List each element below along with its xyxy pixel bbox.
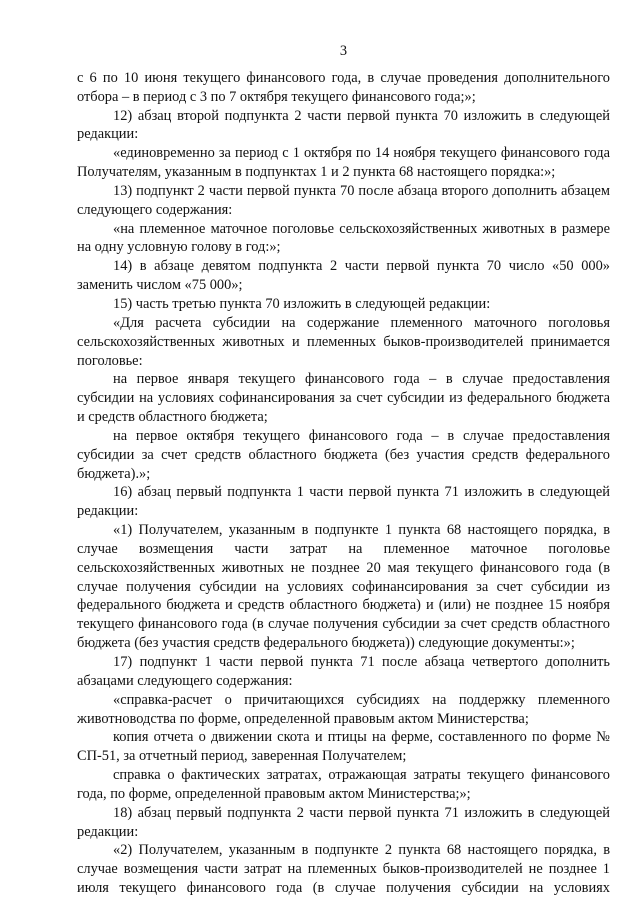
paragraph: копия отчета о движении скота и птицы на ферме, составленного по форме № СП-51, за отчетный период, заверенная Получателем; (77, 729, 610, 765)
paragraph: на первое января текущего финансового года – в случае предоставления субсидии на условиях софинансирования за счет субсидии из федерального бюджета и средств областного бюджета; (77, 371, 610, 426)
paragraph: «1) Получателем, указанным в подпункте 1 пункта 68 настоящего порядка, в случае возмещения части затрат на племенное маточное поголовье сельскохозяйственных животных не позднее 20 мая текущего финансового года (в случае получения субсидии на условиях софинансирования за счет субсидии из федерального бюджета и средств областного бюджета) и (или) не позднее 15 ноября текущего финансового года (в случае получения субсидии за счет средств областного бюджета (без участия средств федерального бюджета)) следующие документы:»; (77, 522, 610, 652)
paragraph: 14) в абзаце девятом подпункта 2 части первой пункта 70 число «50 000» заменить числом «75 000»; (77, 258, 610, 294)
paragraph: «единовременно за период с 1 октября по 14 ноября текущего финансового года Получателям, указанным в подпунктах 1 и 2 пункта 68 настоящего порядка:»; (77, 145, 610, 181)
paragraph: «на племенное маточное поголовье сельскохозяйственных животных в размере на одну условную голову в год:»; (77, 220, 610, 256)
paragraph: «Для расчета субсидии на содержание племенного маточного поголовья сельскохозяйственных животных и племенных быков-производителей принимается поголовье: (77, 314, 610, 369)
paragraph: «2) Получателем, указанным в подпункте 2 пункта 68 настоящего порядка, в случае возмещения части затрат на племенных быков-производителей не позднее 1 июля текущего финансового года (в случае получения субсидии на условиях (77, 842, 610, 897)
paragraph: 17) подпункт 1 части первой пункта 71 после абзаца четвертого дополнить абзацами следующего содержания: (77, 654, 610, 689)
paragraph: 13) подпункт 2 части первой пункта 70 после абзаца второго дополнить абзацем следующего содержания: (77, 182, 610, 218)
page-number: 3 (339, 43, 348, 59)
paragraph: на первое октября текущего финансового года – в случае предоставления субсидии за счет средств областного бюджета (без участия средств федерального бюджета).»; (77, 427, 610, 482)
paragraph: справка о фактических затратах, отражающая затраты текущего финансового года, по форме, определенной правовым актом Министерства;»; (77, 767, 610, 802)
paragraph: с 6 по 10 июня текущего финансового года, в случае проведения дополнительного отбора – в период с 3 по 7 октября текущего финансового года;»; (77, 69, 610, 105)
paragraph: 15) часть третью пункта 70 изложить в следующей редакции: (113, 295, 491, 312)
paragraph: «справка-расчет о причитающихся субсидиях на поддержку племенного животноводства по форме, определенной правовым актом Министерства; (77, 691, 610, 727)
paragraph: 12) абзац второй подпункта 2 части первой пункта 70 изложить в следующей редакции: (77, 107, 610, 143)
paragraph: 18) абзац первый подпункта 2 части первой пункта 71 изложить в следующей редакции: (77, 804, 610, 840)
document-body (77, 69, 610, 898)
paragraph: 16) абзац первый подпункта 1 части первой пункта 71 изложить в следующей редакции: (77, 484, 610, 520)
